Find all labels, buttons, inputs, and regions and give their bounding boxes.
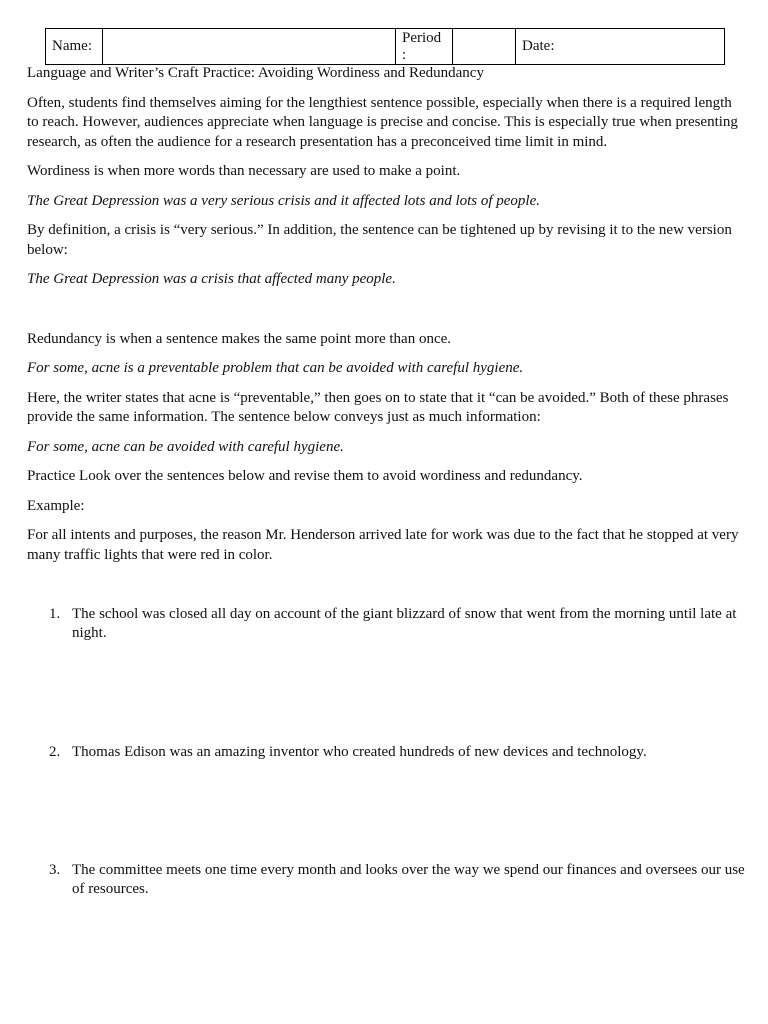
name-label: Name: bbox=[46, 29, 103, 65]
intro-paragraph: Often, students find themselves aiming for the lengthiest sentence possible, especially when there is a required length to reach. However, audiences appreciate when language is precise and concise. This is especially true when presenting research, as often the audience for a research presentation has a preconceived time limit in mind. bbox=[27, 94, 738, 150]
practice-question bbox=[49, 861, 745, 899]
example-label: Example: bbox=[27, 497, 85, 514]
redundancy-explanation: Here, the writer states that acne is “preventable,” then goes on to state that it “can be avoided.” Both of these phrases provide the same information. The sentence below conveys just as much information: bbox=[27, 389, 729, 425]
redundancy-revised-example: For some, acne can be avoided with careful hygiene. bbox=[27, 438, 344, 455]
wordiness-revised-example: The Great Depression was a crisis that affected many people. bbox=[27, 271, 396, 287]
list-item bbox=[49, 861, 745, 899]
worksheet-title: Language and Writer’s Craft Practice: Avoiding Wordiness and Redundancy bbox=[27, 65, 484, 81]
redundancy-definition: Redundancy is when a sentence makes the same point more than once. bbox=[27, 330, 452, 347]
name-field[interactable] bbox=[103, 29, 396, 65]
redundancy-example: For some, acne is a preventable problem that can be avoided with careful hygiene. bbox=[27, 360, 524, 376]
date-field[interactable]: Date: bbox=[516, 29, 725, 65]
question-number: 1. bbox=[49, 606, 61, 622]
list-item bbox=[49, 605, 745, 643]
question-number: 3. bbox=[49, 862, 61, 878]
question-text: The committee meets one time every month and looks over the way we spend our finances and oversees our use of resources. bbox=[72, 862, 745, 897]
practice-question bbox=[49, 605, 745, 643]
wordiness-example: The Great Depression was a very serious crisis and it affected lots and lots of people. bbox=[27, 192, 541, 209]
question-text: Thomas Edison was an amazing inventor who created hundreds of new devices and technology. bbox=[72, 744, 647, 760]
practice-instructions: Practice Look over the sentences below and revise them to avoid wordiness and redundancy. bbox=[27, 468, 583, 484]
wordiness-explanation: By definition, a crisis is “very serious.” In addition, the sentence can be tightened up by revising it to the new version below: bbox=[27, 222, 732, 258]
worksheet-body bbox=[27, 64, 743, 565]
period-label: Period : bbox=[396, 29, 453, 65]
example-sentence: For all intents and purposes, the reason Mr. Henderson arrived late for work was due to the fact that he stopped at very many traffic lights that were red in color. bbox=[27, 527, 739, 563]
wordiness-definition: Wordiness is when more words than necessary are used to make a point. bbox=[27, 163, 461, 179]
student-info-table bbox=[45, 28, 725, 65]
list-item bbox=[49, 743, 745, 762]
question-number: 2. bbox=[49, 744, 61, 760]
question-text: The school was closed all day on account of the giant blizzard of snow that went from the morning until late at night. bbox=[72, 606, 737, 641]
period-field[interactable] bbox=[453, 29, 516, 65]
practice-question bbox=[49, 743, 745, 762]
